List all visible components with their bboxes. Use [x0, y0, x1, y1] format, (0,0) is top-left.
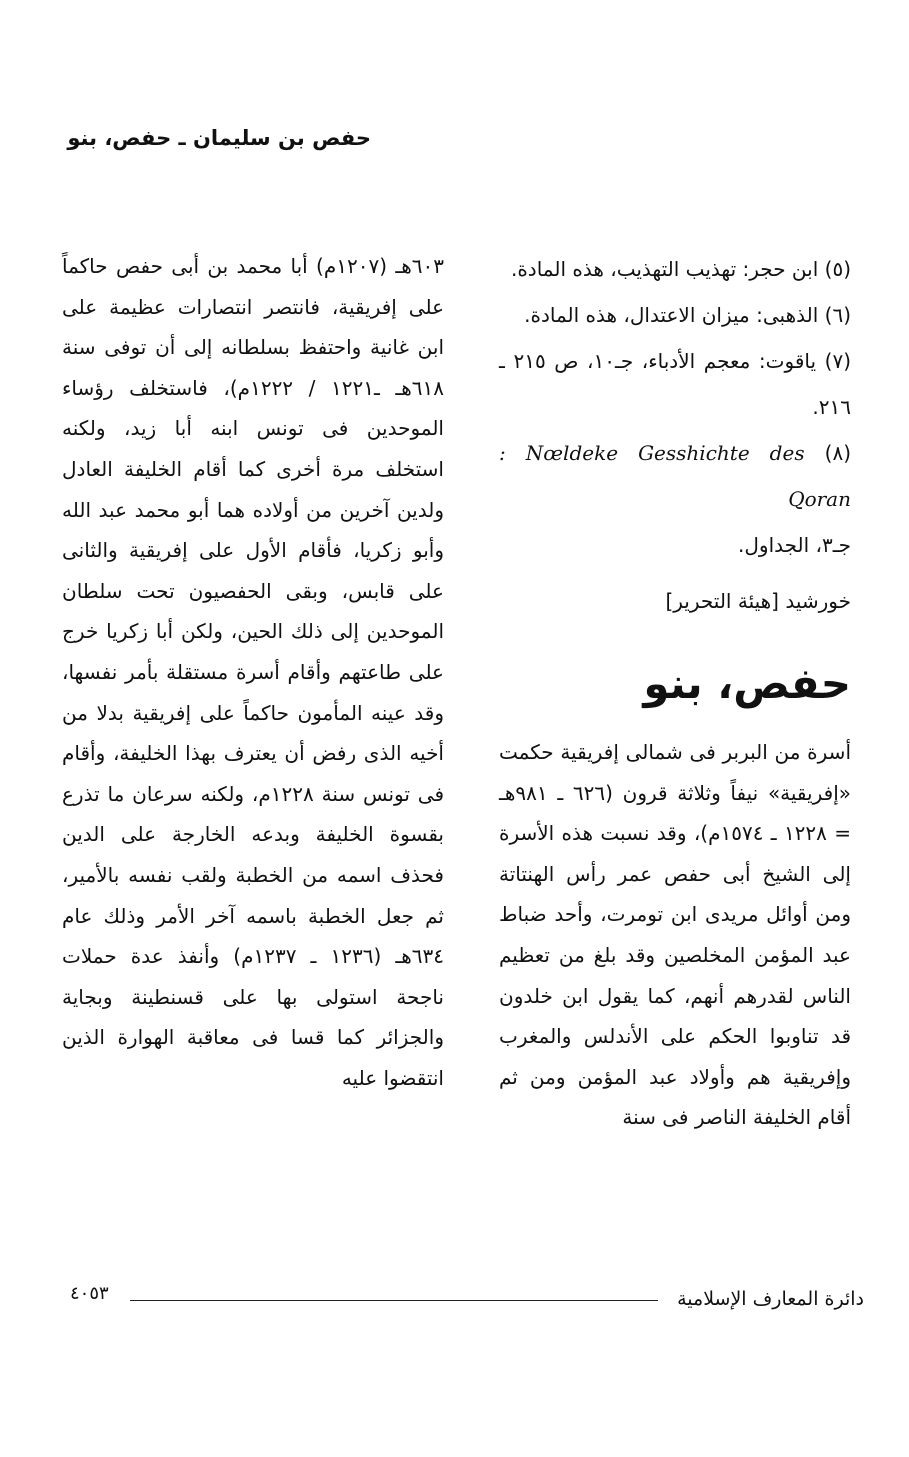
footer-divider [130, 1300, 658, 1301]
footnote-8-author: : Nœldeke [499, 441, 619, 465]
footnote-6: (٦) الذهبى: ميزان الاعتدال، هذه المادة. [524, 303, 851, 327]
footnote-8-title: Gesshichte des Qoran [638, 441, 851, 511]
editor-byline: خورشيد [هيئة التحرير] [665, 589, 851, 613]
footnote-8-tail: جـ٣، الجداول. [738, 533, 851, 557]
section-title: حفص، بنو [643, 659, 851, 708]
right-column [499, 246, 851, 1138]
running-header: حفص بن سليمان ـ حفص، بنو [67, 126, 371, 150]
footnote-5: (٥) ابن حجر: تهذيب التهذيب، هذه المادة. [510, 257, 851, 281]
footnote-8 [499, 430, 851, 568]
footer-publication: دائرة المعارف الإسلامية [677, 1288, 864, 1310]
footnote-7: (٧) ياقوت: معجم الأدباء، جـ١٠، ص ٢١٥ ـ ٢١٦. [499, 349, 852, 419]
article-body-left: ٦٠٣هـ (١٢٠٧م) أبا محمد بن أبى حفص حاكماً على إفريقية، فانتصر انتصارات عظيمة على ابن غانية واحتفظ بسلطانه إلى أن توفى سنة ٦١٨هـ ـ١٢٢١ / ١٢٢٢م)، فاستخلف رؤساء الموحدين فى تونس ابنه أبا زيد، ولكنه استخلف مرة أخرى كما أقام الخليفة العادل ولدين آخرين من أولاده هما أبو محمد عبد الله وأبو زكريا، فأقام الأول على إفريقية والثانى على قابس، وبقى الحفصيون تحت سلطان الموحدين إلى ذلك الحين، ولكن أبا زكريا خرج على طاعتهم وأقام أسرة مستقلة بأمر نفسها، وقد عينه المأمون حاكماً على إفريقية بدلا من أخيه الذى رفض أن يعترف بهذا الخليفة، وأقام فى تونس سنة ١٢٢٨م، ولكنه سرعان ما تذرع بقسوة الخليفة وبدعه الخارجة على الدين فحذف اسمه من الخطبة ولقب نفسه بالأمير، ثم جعل الخطبة باسمه آخر الأمر وذلك عام ٦٣٤هـ (١٢٣٦ ـ ١٢٣٧م) وأنفذ عدة حملات ناجحة استولى بها على قسنطينة وبجاية والجزائر كما قسا فى معاقبة الهوارة الذين انتقضوا عليه [62, 254, 445, 1090]
article-body-right: أسرة من البربر فى شمالى إفريقية حكمت «إفريقية» نيفاً وثلاثة قرون (٦٢٦ ـ ٩٨١هـ = ١٢٢٨ ـ ١٥٧٤م)، وقد نسبت هذه الأسرة إلى الشيخ أبى حفص عمر رأس الهنتاتة ومن أوائل مريدى ابن تومرت، وأحد ضباط عبد المؤمن المخلصين وقد بلغ من تعظيم الناس لقدرهم أنهم، كما يقول ابن خلدون قد تناوبوا الحكم على الأندلس والمغرب وإفريقية هم وأولاد عبد المؤمن ومن ثم أقام الخليفة الناصر فى سنة [499, 740, 852, 1130]
page-number: ٤٠٥٣ [70, 1283, 109, 1304]
left-column [62, 246, 444, 1098]
footnote-8-number: (٨) [824, 441, 851, 465]
